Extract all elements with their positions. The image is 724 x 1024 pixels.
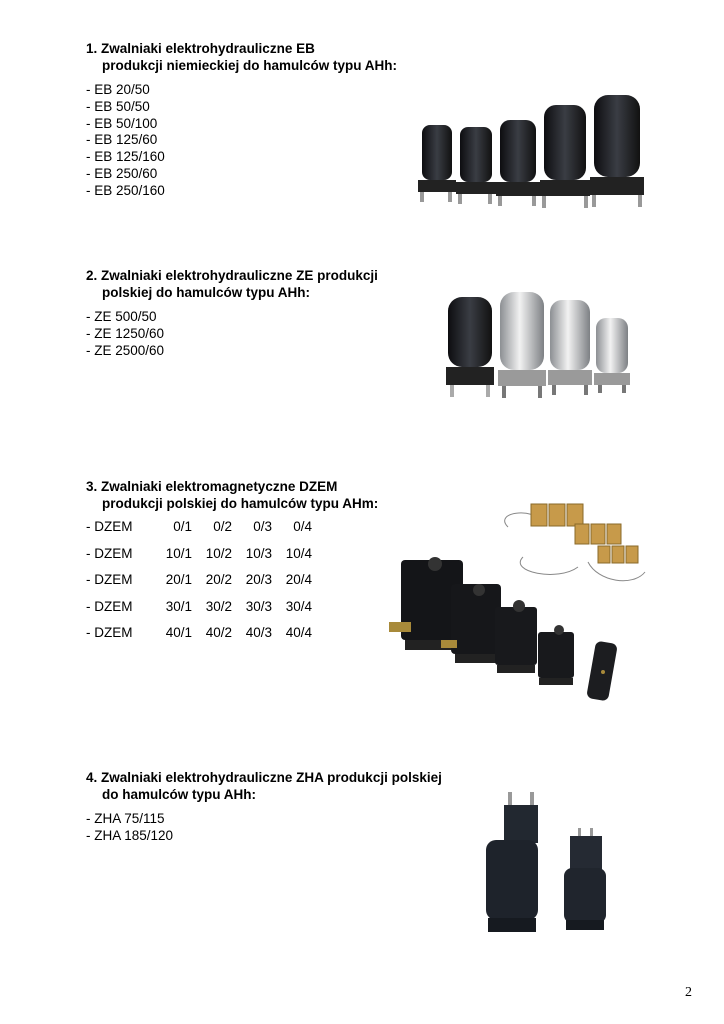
zha-unit (486, 792, 538, 932)
row-value: 30/1 (165, 598, 192, 614)
row-value: 0/2 (213, 519, 232, 534)
row-name: - DZEM (86, 598, 133, 614)
list-item: - ZE 2500/60 (86, 342, 165, 358)
heading-line-1: 2. Zwalniaki elektrohydrauliczne ZE produkcji (86, 268, 378, 283)
list-item: - EB 250/60 (86, 165, 158, 181)
section-zha (86, 769, 442, 845)
ze-units-photo (436, 282, 636, 407)
row-value: 40/1 (165, 625, 192, 640)
list-item: - EB 250/160 (86, 182, 165, 198)
product-list (86, 309, 378, 359)
row-value: 30/4 (285, 598, 312, 614)
section-heading (86, 40, 397, 74)
dzem-unit (538, 625, 574, 685)
list-item: - EB 125/160 (86, 149, 165, 165)
row-name: - DZEM (86, 625, 133, 640)
section-ze (86, 267, 378, 359)
section-heading (86, 478, 378, 512)
eb-unit (418, 125, 456, 202)
row-name: - DZEM (86, 545, 133, 561)
row-value: 20/4 (285, 572, 312, 587)
dzem-units-photo (383, 492, 663, 717)
list-item: - ZHA 75/115 (86, 811, 165, 826)
row-value: 10/2 (205, 545, 232, 561)
row-value: 10/3 (245, 545, 272, 561)
list-item: - EB 50/100 (86, 115, 158, 131)
heading-line-1: 3. Zwalniaki elektromagnetyczne DZEM (86, 479, 338, 494)
table-row (86, 599, 378, 626)
section-dzem (86, 478, 378, 652)
list-item: - EB 50/50 (86, 98, 150, 114)
eb-unit (540, 105, 590, 208)
coil-group (505, 504, 645, 581)
section-eb (86, 40, 397, 200)
row-value: 40/2 (205, 625, 232, 640)
dzem-unit (586, 641, 618, 702)
list-item: - EB 125/60 (86, 132, 158, 148)
table-row (86, 519, 378, 546)
product-list (86, 811, 442, 845)
row-value: 30/3 (245, 598, 272, 614)
eb-unit (456, 127, 496, 204)
page-number: 2 (685, 985, 692, 1000)
ze-unit (548, 300, 592, 395)
row-name: - DZEM (86, 519, 133, 534)
heading-line-2: produkcji niemieckiej do hamulców typu AHh: (102, 58, 398, 73)
heading-line-1: 1. Zwalniaki elektrohydrauliczne EB (86, 41, 315, 56)
row-value: 20/3 (245, 572, 272, 587)
row-value: 40/4 (285, 625, 312, 640)
table-row (86, 546, 378, 573)
section-heading (86, 267, 378, 301)
row-value: 20/1 (165, 572, 192, 587)
ze-unit (594, 318, 630, 393)
list-item: - ZHA 185/120 (86, 827, 174, 843)
eb-units-photo (392, 85, 668, 215)
ze-unit (446, 297, 494, 397)
row-value: 10/1 (165, 545, 192, 561)
row-value: 20/2 (205, 572, 232, 587)
table-row (86, 625, 378, 652)
row-name: - DZEM (86, 572, 133, 587)
eb-unit (590, 95, 644, 207)
row-value: 10/4 (285, 545, 312, 561)
heading-line-2: produkcji polskiej do hamulców typu AHm: (102, 496, 379, 511)
zha-unit (564, 828, 606, 930)
row-value: 40/3 (245, 625, 272, 640)
product-list (86, 82, 397, 200)
list-item: - EB 20/50 (86, 82, 150, 97)
heading-line-1: 4. Zwalniaki elektrohydrauliczne ZHA produkcji polskiej (86, 770, 442, 785)
eb-unit (496, 120, 540, 206)
list-item: - ZE 500/50 (86, 309, 157, 324)
heading-line-2: do hamulców typu AHh: (102, 787, 256, 802)
ze-unit (498, 292, 546, 398)
dzem-unit (495, 600, 537, 673)
row-value: 0/1 (173, 519, 192, 534)
row-value: 0/4 (293, 519, 312, 534)
table-row (86, 572, 378, 599)
dzem-table (86, 519, 378, 652)
section-heading (86, 769, 442, 803)
row-value: 0/3 (253, 519, 272, 534)
row-value: 30/2 (205, 598, 232, 614)
heading-line-2: polskiej do hamulców typu AHh: (102, 285, 311, 300)
zha-units-photo (470, 790, 635, 940)
list-item: - ZE 1250/60 (86, 325, 165, 341)
